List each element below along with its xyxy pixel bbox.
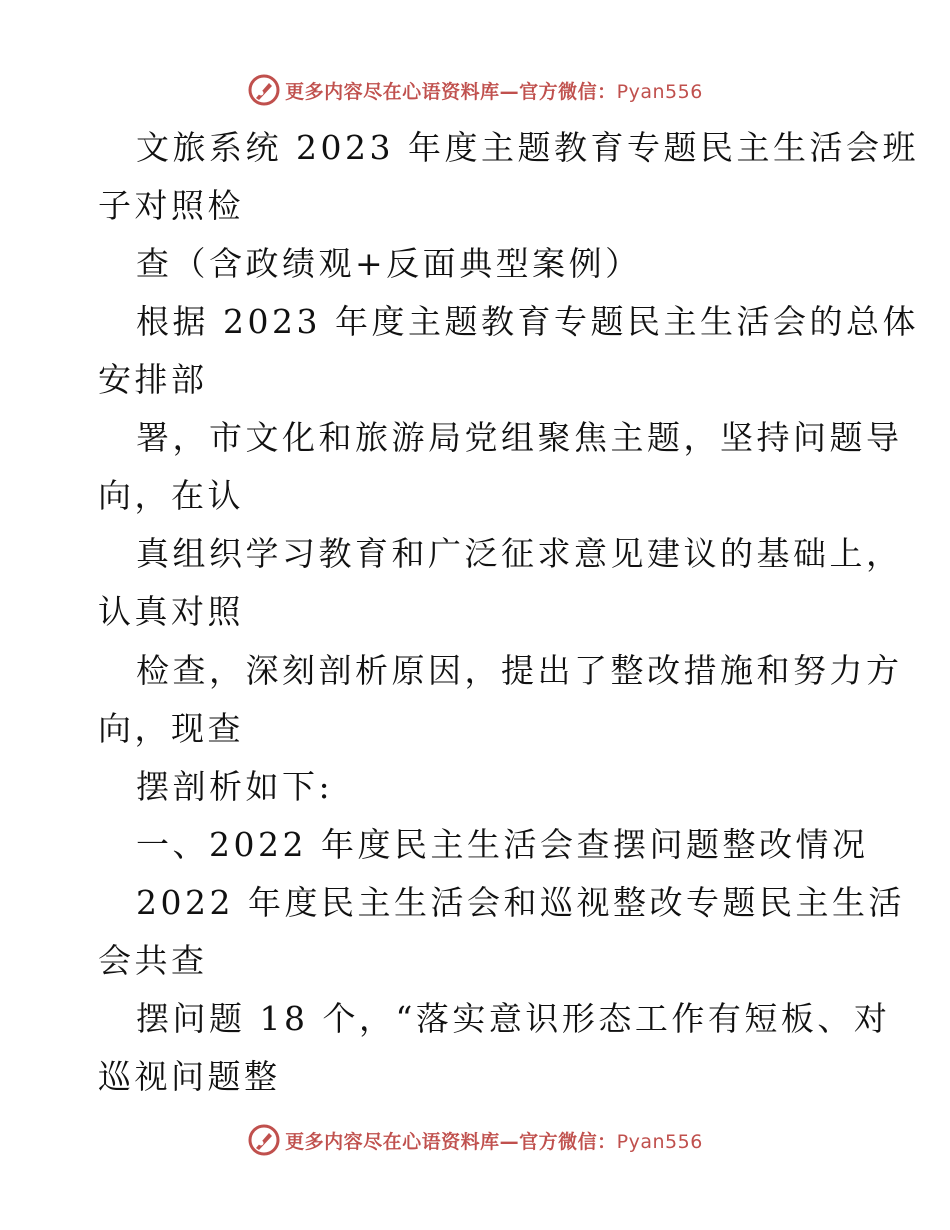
- section-heading: 一、2022 年度民主生活会查摆问题整改情况: [136, 825, 869, 864]
- watermark-wechat-id: Pyan556: [616, 1130, 703, 1153]
- watermark-text: 更多内容尽在心语资料库—官方微信：Pyan556: [285, 1130, 703, 1153]
- paragraph-line: 摆问题 18 个，“落实意识形态工作有短板、对: [136, 999, 891, 1038]
- paragraph-line: 安排部: [98, 360, 208, 399]
- pen-logo-icon: [247, 1123, 281, 1157]
- paragraph-line: 2022 年度民主生活会和巡视整改专题民主生活: [136, 883, 905, 922]
- watermark-text: 更多内容尽在心语资料库—官方微信：Pyan556: [285, 80, 703, 103]
- title-line-1: 文旅系统 2023 年度主题教育专题民主生活会班: [136, 128, 919, 167]
- paragraph-line: 向，现查: [98, 709, 244, 748]
- paragraph-line: 向，在认: [98, 476, 244, 515]
- title-line-3: 查（含政绩观+反面典型案例）: [136, 244, 642, 283]
- paragraph-line: 摆剖析如下:: [136, 767, 334, 806]
- watermark-banner-bottom: [0, 1120, 950, 1160]
- paragraph-line: 根据 2023 年度主题教育专题民主生活会的总体: [136, 302, 919, 341]
- paragraph-line: 真组织学习教育和广泛征求意见建议的基础上，: [136, 534, 903, 573]
- paragraph-line: 会共查: [98, 941, 208, 980]
- paragraph-line: 署，市文化和旅游局党组聚焦主题，坚持问题导: [136, 418, 903, 457]
- watermark-wechat-id: Pyan556: [616, 80, 703, 103]
- title-line-2: 子对照检: [98, 186, 244, 225]
- paragraph-line: 认真对照: [98, 592, 244, 631]
- paragraph-line: 巡视问题整: [98, 1057, 281, 1096]
- paragraph-line: 检查，深刻剖析原因，提出了整改措施和努力方: [136, 651, 903, 690]
